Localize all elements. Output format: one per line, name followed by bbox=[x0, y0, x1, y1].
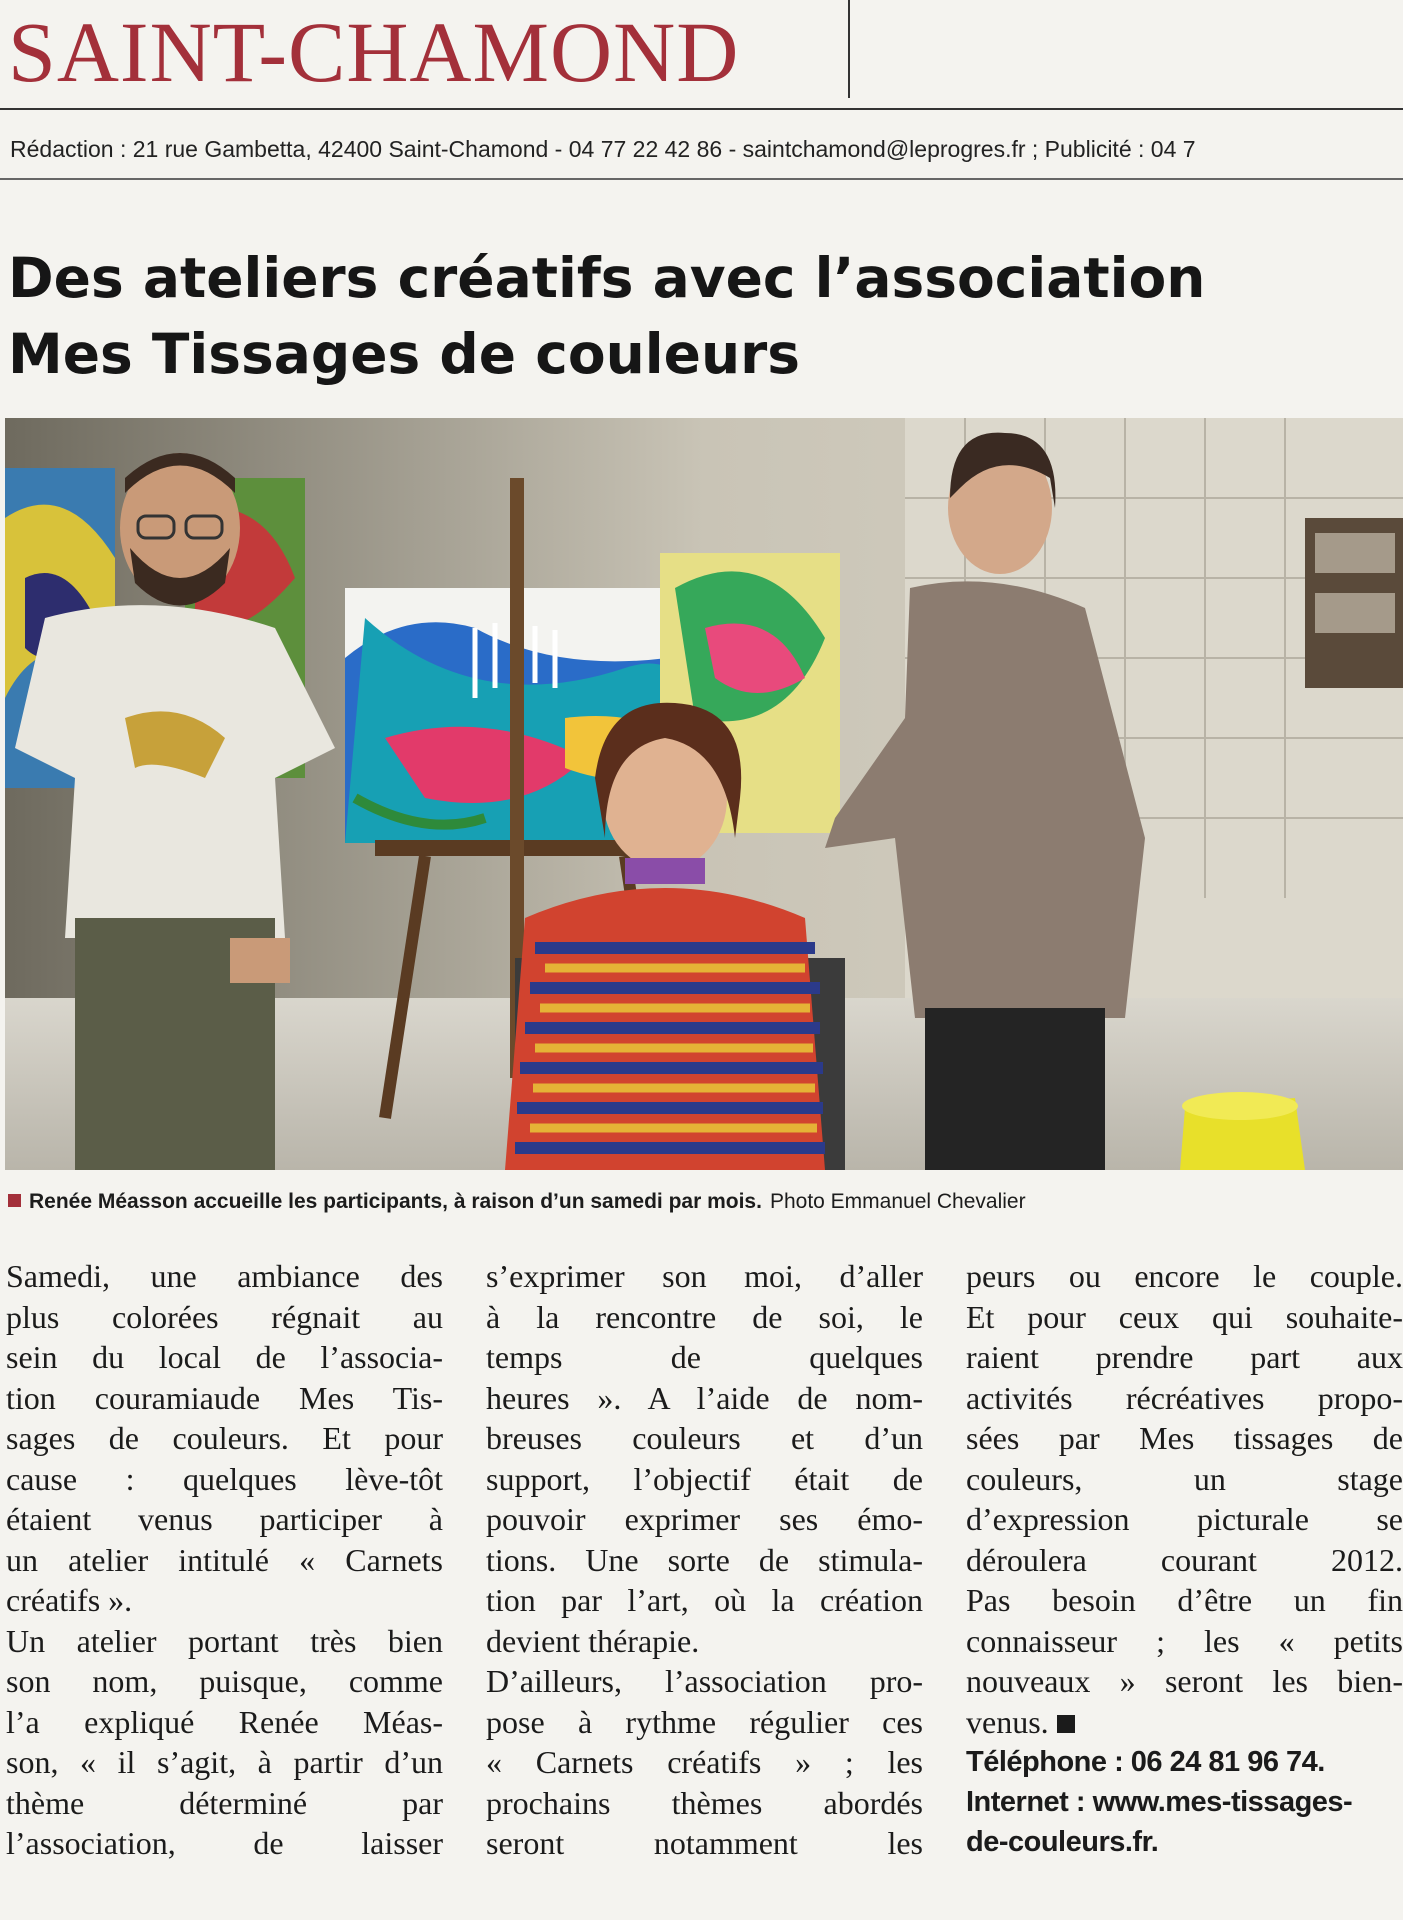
text-line: heures ». A l’aide de nom- bbox=[486, 1379, 923, 1416]
section-title: SAINT-CHAMOND bbox=[8, 4, 740, 100]
article-column-2 bbox=[486, 1256, 923, 1864]
text-line bbox=[966, 1702, 1403, 1743]
masthead-divider bbox=[848, 0, 850, 98]
text-line: tion couramiaude Mes Tis- bbox=[6, 1379, 443, 1416]
text-line: Pas besoin d’être un fin bbox=[966, 1582, 1403, 1618]
internet-line-2: de-couleurs.fr. bbox=[966, 1826, 1159, 1858]
text-line: sées par Mes tissages de bbox=[966, 1420, 1403, 1456]
headline-line-2: Mes Tissages de couleurs bbox=[8, 322, 800, 386]
caption-marker bbox=[8, 1194, 21, 1207]
photo-credit: Photo Emmanuel Chevalier bbox=[769, 1190, 1026, 1213]
contact-rule bbox=[0, 178, 1403, 180]
text-line: sages de couleurs. Et pour bbox=[6, 1420, 443, 1456]
text-line: pouvoir exprimer ses émo- bbox=[486, 1501, 923, 1537]
article-headline bbox=[8, 240, 1398, 392]
text-line: Un atelier portant très bien bbox=[6, 1622, 443, 1659]
text-line: étaient venus participer à bbox=[6, 1501, 443, 1537]
text-line: seront notamment les bbox=[486, 1825, 923, 1861]
contact-bar: Rédaction : 21 rue Gambetta, 42400 Saint-Chamond - 04 77 22 42 86 - saintchamond@leprogres.fr ; Publicité : 04 7 bbox=[10, 136, 1196, 162]
headline-line-1: Des ateliers créatifs avec l’association bbox=[8, 246, 1206, 310]
article-photo bbox=[5, 418, 1403, 1170]
text-line: plus colorées régnait au bbox=[6, 1298, 443, 1335]
text-line: l’association, de laisser bbox=[6, 1825, 443, 1861]
article-column-1 bbox=[6, 1256, 443, 1864]
text-line: « Carnets créatifs » ; les bbox=[486, 1744, 923, 1780]
text-line: devient thérapie. bbox=[486, 1622, 700, 1659]
text-line: à la rencontre de soi, le bbox=[486, 1298, 923, 1335]
text-line: un atelier intitulé « Carnets bbox=[6, 1541, 443, 1578]
text-line: d’expression picturale se bbox=[966, 1501, 1403, 1537]
end-of-article-mark bbox=[1057, 1715, 1075, 1733]
text-line: thème déterminé par bbox=[6, 1784, 443, 1821]
text-line: connaisseur ; les « petits bbox=[966, 1622, 1403, 1659]
phone-line: Téléphone : 06 24 81 96 74. bbox=[966, 1746, 1325, 1778]
text-line: s’exprimer son moi, d’aller bbox=[486, 1258, 923, 1294]
photo-caption bbox=[8, 1188, 1398, 1216]
text-line: son nom, puisque, comme bbox=[6, 1663, 443, 1699]
text-line: couleurs, un stage bbox=[966, 1460, 1403, 1497]
text-line: peurs ou encore le couple. bbox=[966, 1258, 1403, 1294]
caption-text: Renée Méasson accueille les participants, à raison d’un samedi par mois. bbox=[29, 1190, 762, 1213]
text-line: Et pour ceux qui souhaite- bbox=[966, 1298, 1403, 1335]
workshop-photo-illustration bbox=[5, 418, 1403, 1170]
text-line: temps de quelques bbox=[486, 1339, 923, 1375]
text-line: activités récréatives propo- bbox=[966, 1379, 1403, 1416]
masthead bbox=[0, 0, 1403, 110]
text-line-end: venus. bbox=[966, 1703, 1049, 1740]
text-line: sein du local de l’associa- bbox=[6, 1339, 443, 1375]
article-column-3 bbox=[966, 1256, 1403, 1862]
text-line: nouveaux » seront les bien- bbox=[966, 1663, 1403, 1699]
text-line: breuses couleurs et d’un bbox=[486, 1420, 923, 1456]
text-line: l’a expliqué Renée Méas- bbox=[6, 1703, 443, 1740]
text-line: son, « il s’agit, à partir d’un bbox=[6, 1744, 443, 1780]
text-line: support, l’objectif était de bbox=[486, 1460, 923, 1497]
text-line: D’ailleurs, l’association pro- bbox=[486, 1663, 923, 1699]
text-line: déroulera courant 2012. bbox=[966, 1541, 1403, 1578]
text-line: Samedi, une ambiance des bbox=[6, 1258, 443, 1294]
internet-line-1: Internet : www.mes-tissages- bbox=[966, 1786, 1353, 1818]
text-line: raient prendre part aux bbox=[966, 1339, 1403, 1375]
text-line: pose à rythme régulier ces bbox=[486, 1703, 923, 1740]
text-line: prochains thèmes abordés bbox=[486, 1784, 923, 1821]
text-line: tion par l’art, où la création bbox=[486, 1582, 923, 1618]
text-line: tions. Une sorte de stimula- bbox=[486, 1541, 923, 1578]
text-line: créatifs ». bbox=[6, 1582, 133, 1618]
text-line: cause : quelques lève-tôt bbox=[6, 1460, 443, 1497]
